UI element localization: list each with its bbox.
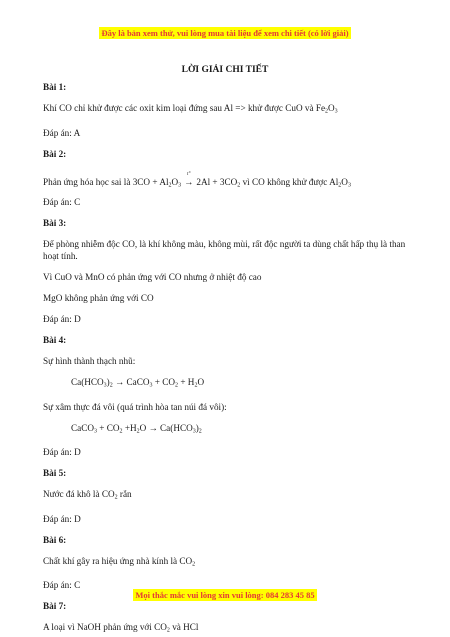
exercise-1-text: Khí CO chỉ khử được các oxit kim loại đứng sau Al => khử được CuO và $Fe_2O_3$ xyxy=(43,103,338,115)
exercise-4-heading: Bài 4: xyxy=(43,335,67,345)
exercise-4-text-2: Sự xâm thực đá vôi (quá trình hòa tan núi đá vôi): xyxy=(43,401,227,412)
exercise-6-heading: Bài 6: xyxy=(43,534,67,545)
reaction-arrow: t° → xyxy=(184,171,194,187)
exercise-7-text: A loại vì NaOH phản ứng với $CO_2$ và HCl xyxy=(43,622,199,634)
exercise-4-text-1: Sự hình thành thạch nhũ: xyxy=(43,356,136,366)
exercise-4-answer: Đáp án: D xyxy=(43,447,81,457)
exercise-6-answer: Đáp án: C xyxy=(43,580,81,590)
page-title: LỜI GIẢI CHI TIẾT xyxy=(181,65,269,75)
exercise-3-text-2: Vì CuO và MnO có phản ứng với CO nhưng ở nhiệt độ cao xyxy=(43,272,262,282)
exercise-4-equation-1: $Ca(HCO_3)_2$ → CaCO$_3$ + $CO_2 + H_2O$ xyxy=(71,377,205,389)
preview-banner xyxy=(0,28,450,38)
exercise-7-heading: Bài 7: xyxy=(43,601,67,611)
exercise-2-text: Phản ứng hóa học sai là $3CO + Al_2O_3$ t° → $2Al + 3CO_2$ vì CO không khử được $Al_2O_3$ xyxy=(43,171,351,188)
exercise-3-text-3: MgO không phản ứng với CO xyxy=(43,293,154,303)
contact-banner xyxy=(0,590,450,600)
exercise-2-answer: Đáp án: C xyxy=(43,197,81,207)
preview-banner-text: Đây là bản xem thử, vui lòng mua tài liệu để xem chi tiết (có lời giải) xyxy=(101,28,349,38)
exercise-5-text: Nước đá khô là $CO_2$ rắn xyxy=(43,489,132,501)
exercise-2-heading: Bài 2: xyxy=(43,148,67,159)
contact-banner-text: Mọi thắc mắc vui lòng xin vui lòng: 084 283 45 85 xyxy=(135,590,315,600)
exercise-3-answer: Đáp án: D xyxy=(43,314,81,324)
exercise-1-heading: Bài 1: xyxy=(43,82,67,92)
exercise-5-heading: Bài 5: xyxy=(43,468,67,478)
exercise-3-text-1: Để phòng nhiễm độc CO, là khí không màu, không mùi, rất độc người ta dùng chất hấp thụ là than hoạt tính. xyxy=(43,239,406,261)
exercise-6-text: Chất khí gây ra hiệu ứng nhà kính là $CO_2$ xyxy=(43,555,196,567)
document-body xyxy=(43,81,413,637)
exercise-1-answer: Đáp án: A xyxy=(43,127,81,138)
exercise-4-equation-2: CaCO$_3$ + $CO_2 +H_2O \to Ca(HCO_3)_2$ xyxy=(71,422,202,434)
exercise-5-answer: Đáp án: D xyxy=(43,513,81,524)
exercise-3-heading: Bài 3: xyxy=(43,218,67,228)
